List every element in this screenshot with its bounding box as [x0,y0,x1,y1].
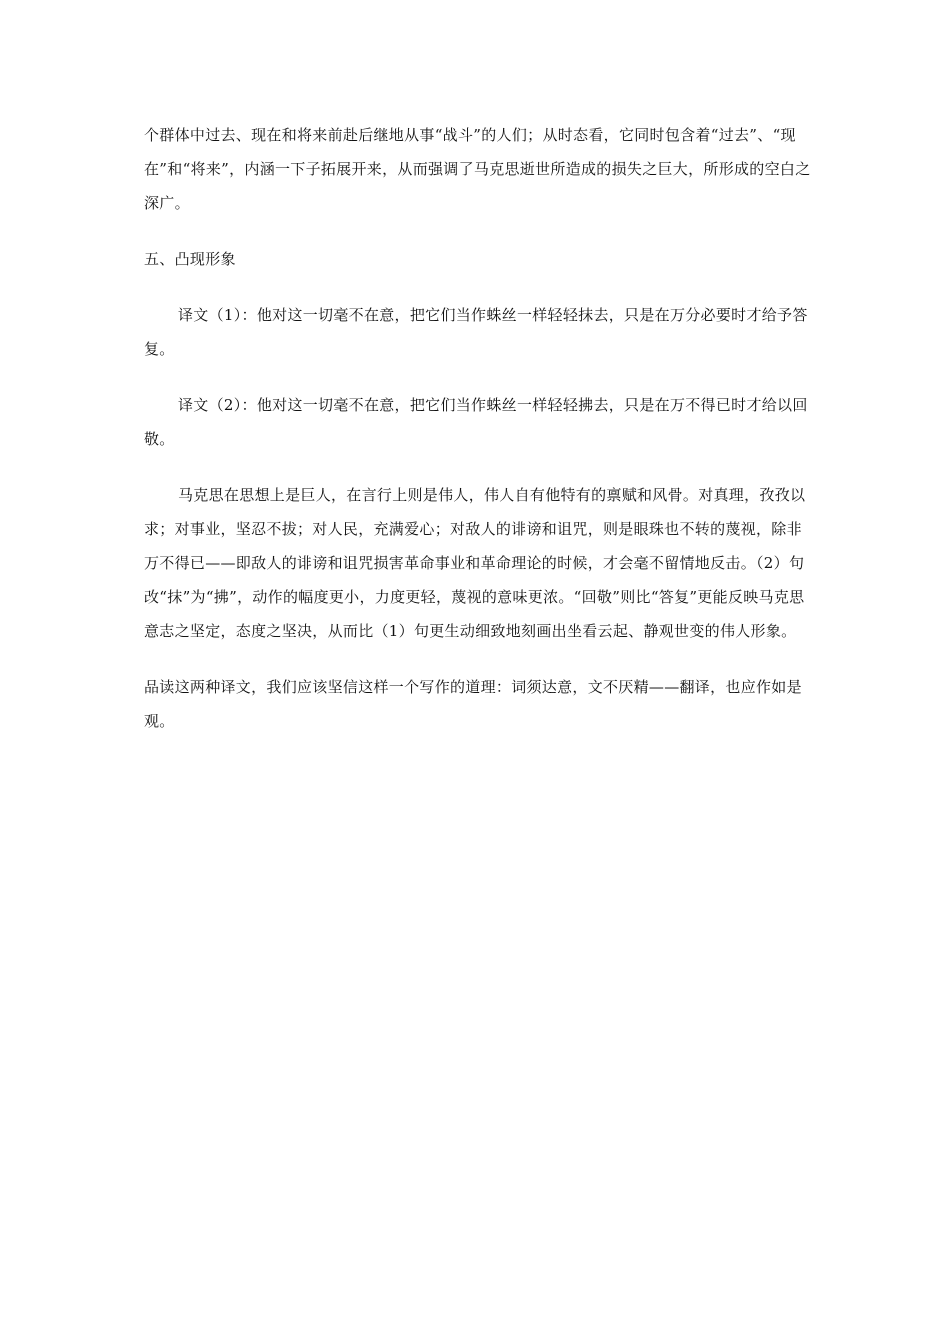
paragraph-analysis: 马克思在思想上是巨人，在言行上则是伟人，伟人自有他特有的禀赋和风骨。对真理，孜孜以求；对事业，坚忍不拔；对人民，充满爱心；对敌人的诽谤和诅咒，则是眼珠也不转的蔑视，除非万不得已——即敌人的诽谤和诅咒损害革命事业和革命理论的时候，才会毫不留情地反击。（2）句改“抹”为“拂”，动作的幅度更小，力度更轻，蔑视的意味更浓。“回敬”则比“答复”更能反映马克思意志之坚定，态度之坚决，从而比（1）句更生动细致地刻画出坐看云起、静观世变的伟人形象。 [144,486,806,640]
paragraph-tense-analysis: 个群体中过去、现在和将来前赴后继地从事“战斗”的人们；从时态看，它同时包含着“过去”、“现在”和“将来”，内涵一下子拓展开来，从而强调了马克思逝世所造成的损失之巨大，所形成的空白之深广。 [144,126,811,212]
translation-2: 译文（2）：他对这一切毫不在意，把它们当作蛛丝一样轻轻拂去，只是在万不得已时才给以回敬。 [144,396,808,448]
section-heading: 五、凸现形象 [144,250,236,268]
document-body [144,118,814,738]
paragraph-conclusion: 品读这两种译文，我们应该坚信这样一个写作的道理：词须达意，文不厌精——翻译，也应作如是观。 [144,678,802,730]
translation-1: 译文（1）：他对这一切毫不在意，把它们当作蛛丝一样轻轻抹去，只是在万分必要时才给予答复。 [144,306,808,358]
